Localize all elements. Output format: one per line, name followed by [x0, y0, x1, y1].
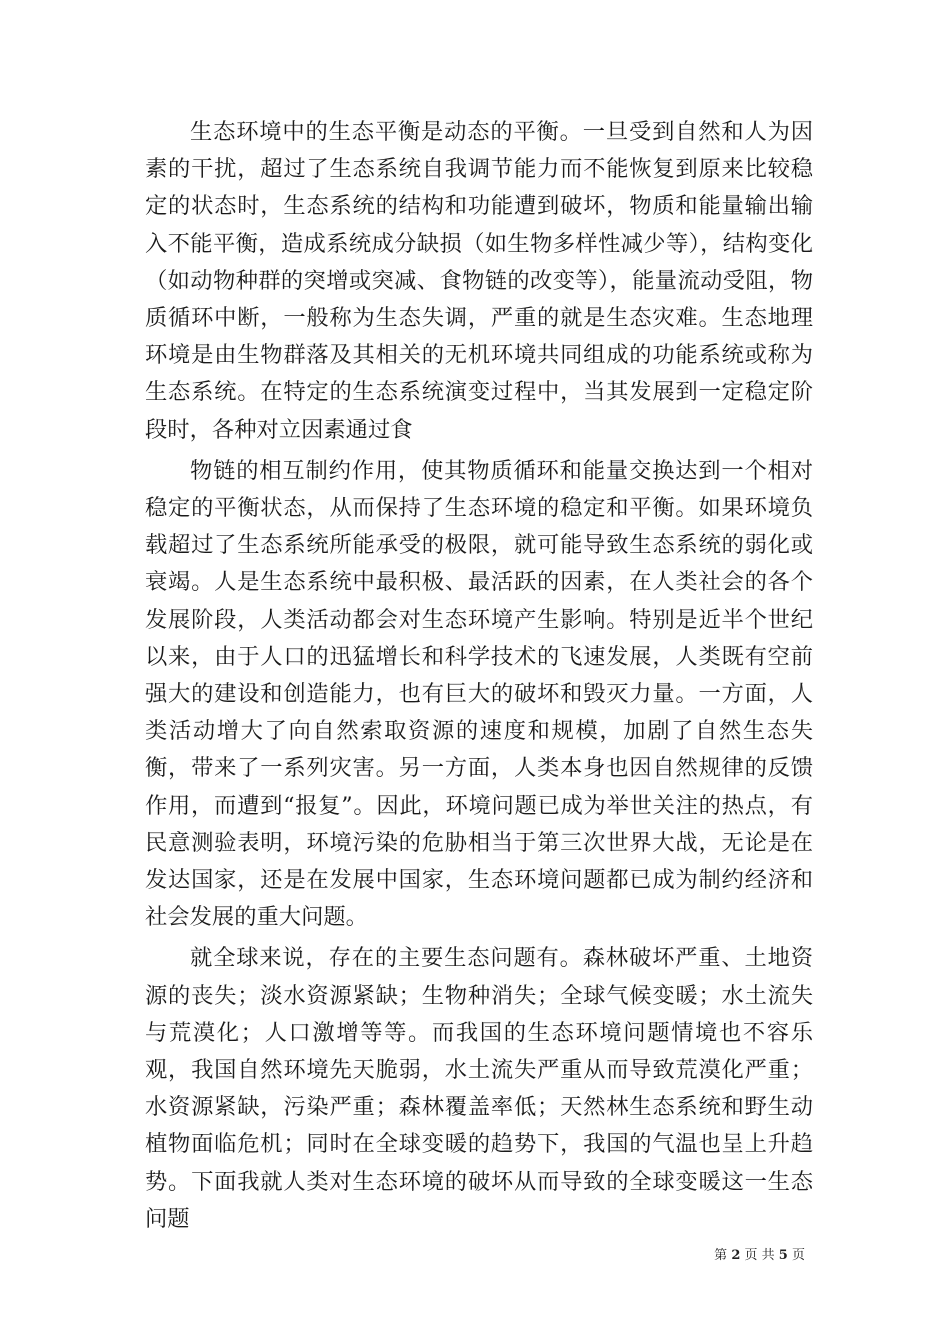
paragraph-2: 物链的相互制约作用，使其物质循环和能量交换达到一个相对稳定的平衡状态，从而保持了生态环境的稳定和平衡。如果环境负载超过了生态系统所能承受的极限，就可能导致生态系统的弱化或衰竭。人是生态系统中最积极、最活跃的因素，在人类社会的各个发展阶段，人类活动都会对生态环境产生影响。特别是近半个世纪以来，由于人口的迅猛增长和科学技术的飞速发展，人类既有空前强大的建设和创造能力，也有巨大的破坏和毁灭力量。一方面，人类活动增大了向自然索取资源的速度和规模，加剧了自然生态失衡，带来了一系列灾害。另一方面，人类本身也因自然规律的反馈作用，而遭到“报复”。因此，环境问题已成为举世关注的热点，有民意测验表明，环境污染的危胁相当于第三次世界大战，无论是在发达国家，还是在发展中国家，生态环境问题都已成为制约经济和社会发展的重大问题。: [145, 457, 813, 931]
footer-prefix: 第: [714, 1248, 728, 1263]
page-footer: [0, 1248, 805, 1264]
current-page-number: 2: [731, 1248, 741, 1263]
total-pages-number: 5: [778, 1248, 788, 1263]
paragraph-3: 就全球来说，存在的主要生态问题有。森林破坏严重、土地资源的丧失；淡水资源紧缺；生物种消失；全球气候变暖；水土流失与荒漠化；人口激增等等。而我国的生态环境问题情境也不容乐观，我国自然环境先天脆弱，水土流失严重从而导致荒漠化严重；水资源紧缺，污染严重；森林覆盖率低；天然林生态系统和野生动植物面临危机；同时在全球变暖的趋势下，我国的气温也呈上升趋势。下面我就人类对生态环境的破坏从而导致的全球变暖这一生态问题: [145, 945, 813, 1232]
footer-middle: 页 共: [744, 1248, 775, 1263]
footer-suffix: 页: [791, 1248, 805, 1263]
body-text: [145, 114, 813, 1238]
paragraph-1: 生态环境中的生态平衡是动态的平衡。一旦受到自然和人为因素的干扰，超过了生态系统自我调节能力而不能恢复到原来比较稳定的状态时，生态系统的结构和功能遭到破坏，物质和能量输出输入不能平衡，造成系统成分缺损（如生物多样性减少等），结构变化（如动物种群的突增或突减、食物链的改变等），能量流动受阻，物质循环中断，一般称为生态失调，严重的就是生态灾难。生态地理环境是由生物群落及其相关的无机环境共同组成的功能系统或称为生态系统。在特定的生态系统演变过程中，当其发展到一定稳定阶段时，各种对立因素通过食: [145, 119, 813, 443]
